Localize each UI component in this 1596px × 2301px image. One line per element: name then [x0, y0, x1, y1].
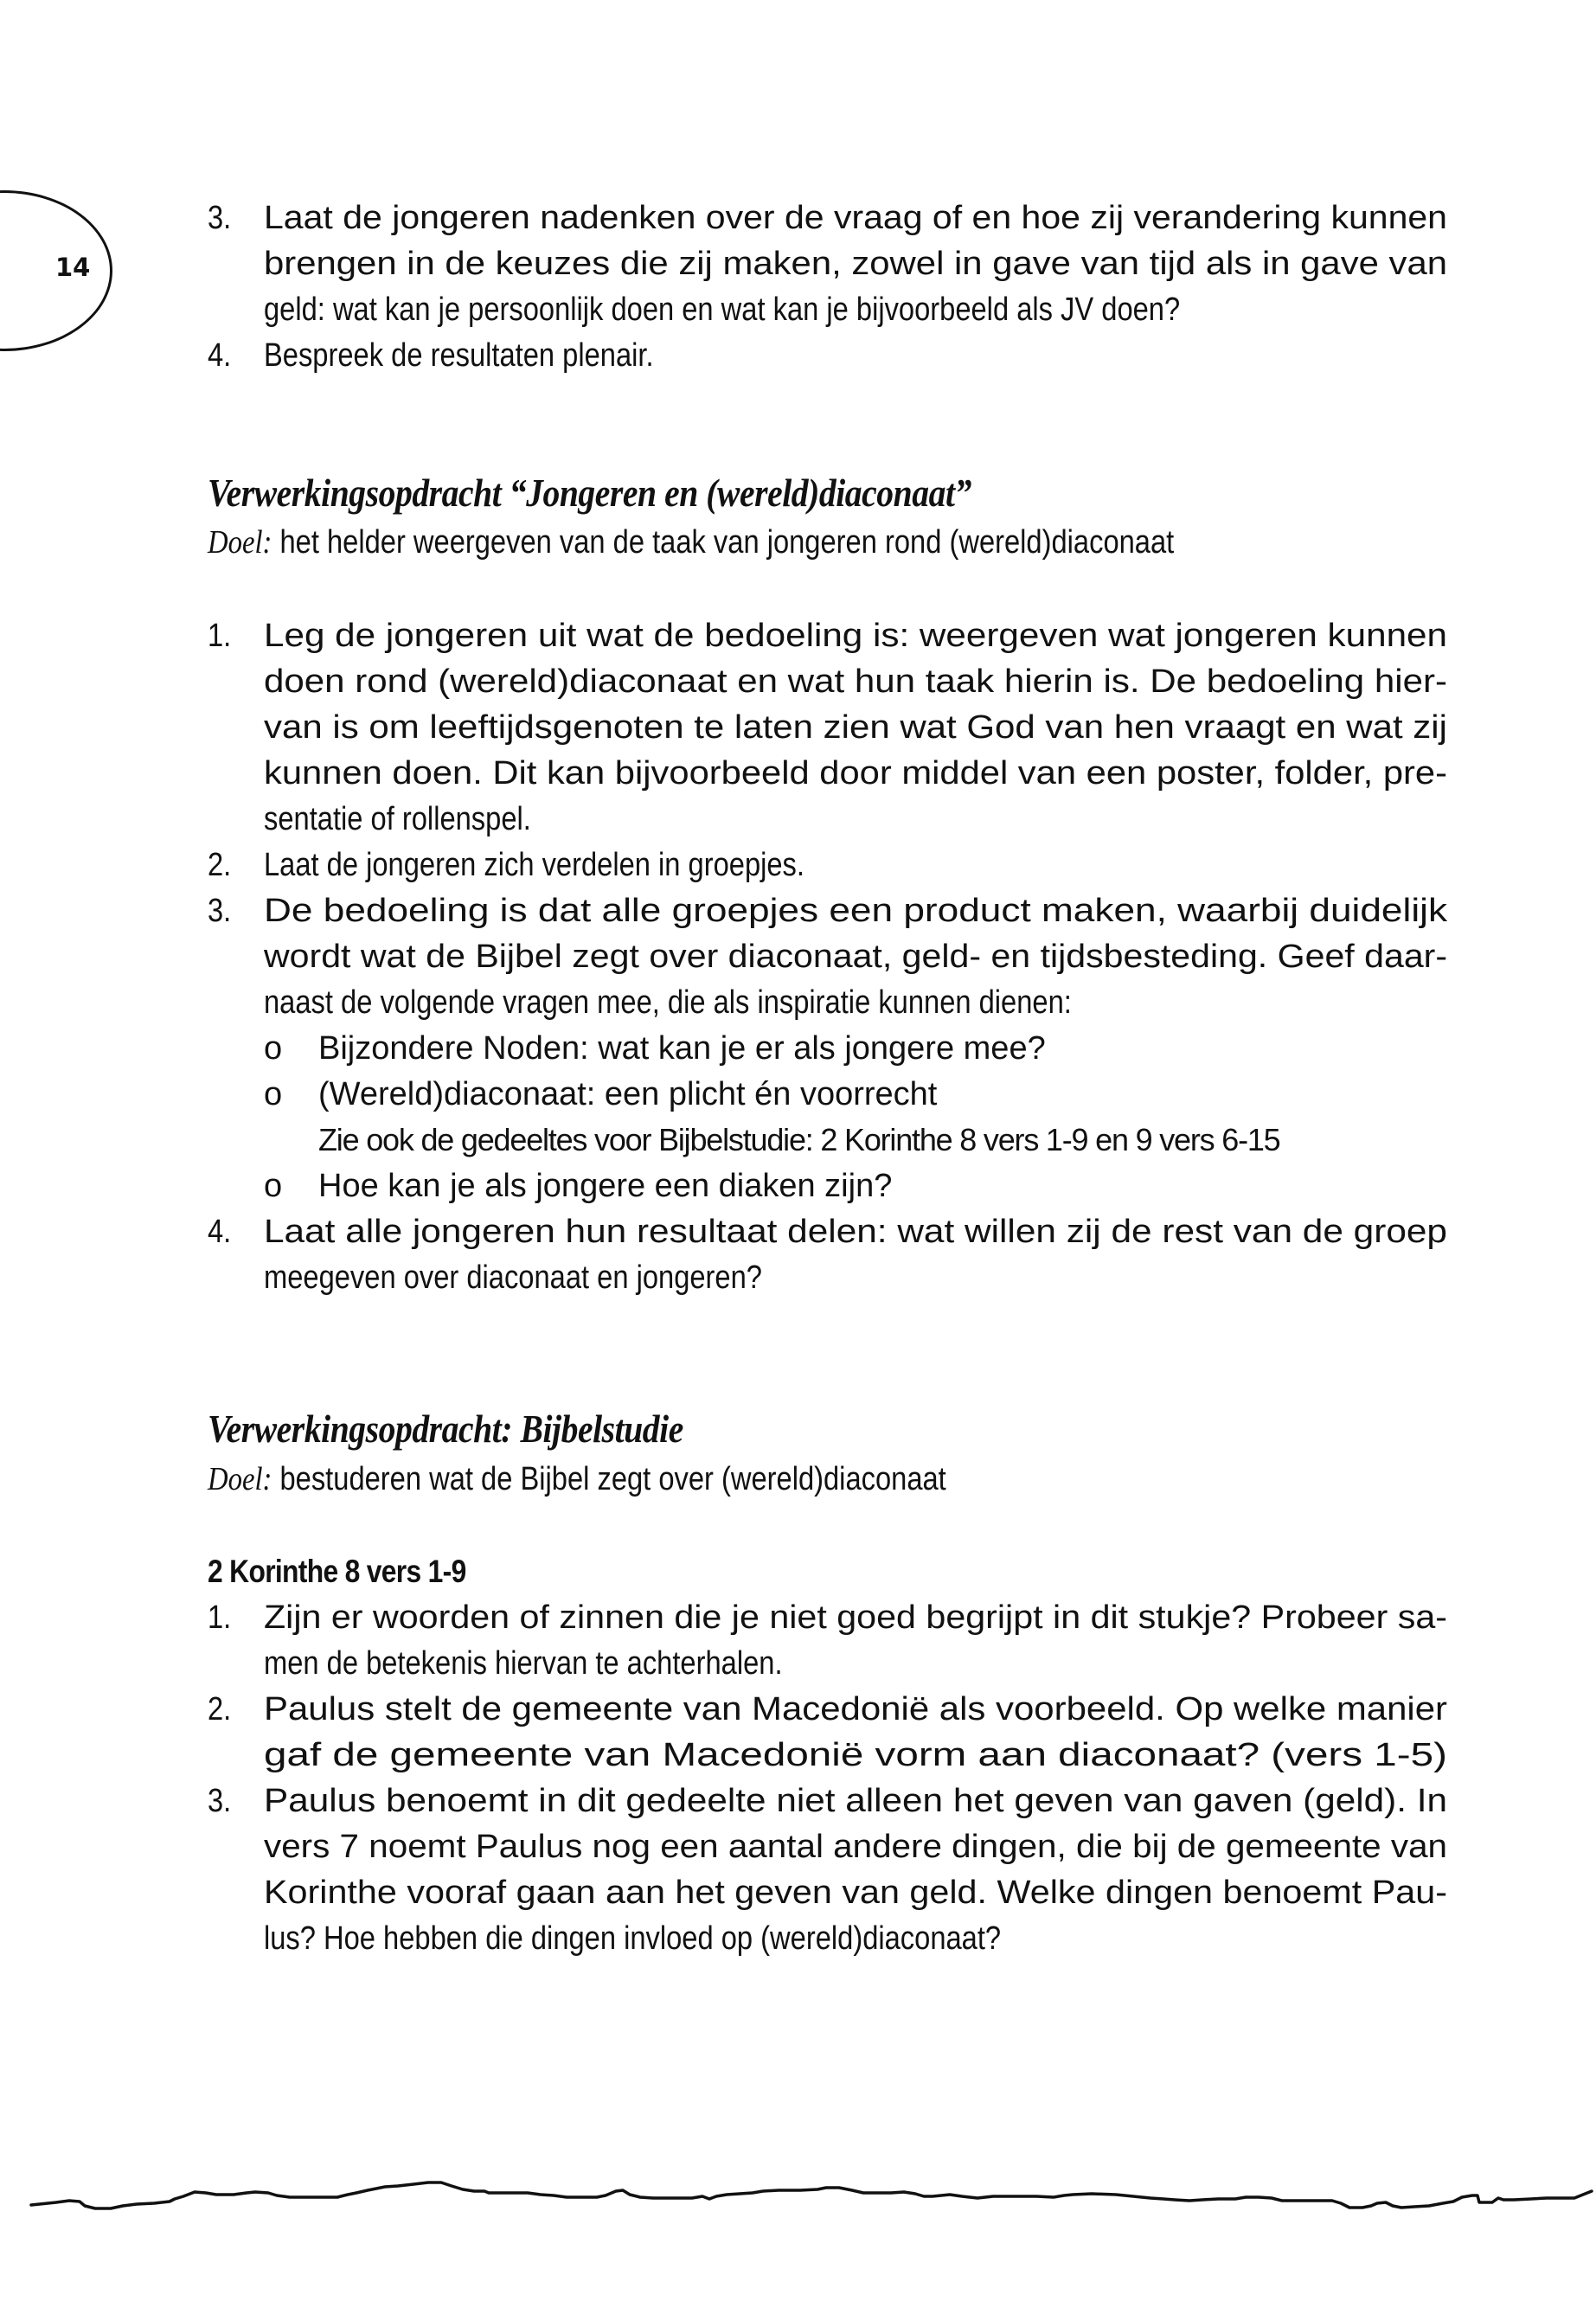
list-item-line: kunnen doen. Dit kan bijvoorbeeld door middel van een poster, folder, pre-	[264, 755, 1448, 792]
list-item-number: 2.	[208, 1691, 232, 1727]
sub-item-text: Bijzondere Noden: wat kan je er als jongere mee?	[318, 1030, 1046, 1067]
list-item-number: 4.	[208, 1214, 232, 1250]
list-item-number: 3.	[208, 893, 232, 929]
list-item-number: 1.	[208, 1599, 232, 1636]
list-item-line: geld: wat kan je persoonlijk doen en wat kan je bijvoorbeeld als JV doen?	[264, 292, 1181, 328]
list-item-number: 2.	[208, 847, 232, 883]
goal-text: bestuderen wat de Bijbel zegt over (wereld)diaconaat	[272, 1461, 946, 1497]
list-item-line: Laat de jongeren zich verdelen in groepjes.	[264, 847, 804, 883]
list-item-line: gaf de gemeente van Macedonië vorm aan diaconaat? (vers 1-5)	[264, 1737, 1447, 1773]
list-item-line: lus? Hoe hebben die dingen invloed op (wereld)diaconaat?	[264, 1920, 1002, 1957]
list-item-line: sentatie of rollenspel.	[264, 801, 531, 837]
list-item-line: naast de volgende vragen mee, die als inspiratie kunnen dienen:	[264, 984, 1072, 1021]
sub-bullet-icon: o	[264, 1030, 283, 1067]
goal-label: Doel:	[208, 1461, 272, 1497]
passage-subheading: 2 Korinthe 8 vers 1-9	[208, 1554, 466, 1589]
section-title: Verwerkingsopdracht: Bijbelstudie	[208, 1407, 683, 1451]
section-goal	[208, 1456, 946, 1503]
sub-item-text: (Wereld)diaconaat: een plicht én voorrecht	[318, 1076, 938, 1112]
list-item-line: van is om leeftijdsgenoten te laten zien wat God van hen vraagt en wat zij	[264, 709, 1447, 746]
list-item-line: Korinthe vooraf gaan aan het geven van geld. Welke dingen benoemt Pau-	[264, 1875, 1448, 1911]
list-item-line: men de betekenis hiervan te achterhalen.	[264, 1645, 783, 1682]
sub-bullet-icon: o	[264, 1076, 283, 1112]
section-goal	[208, 519, 1174, 566]
list-item-line: De bedoeling is dat alle groepjes een product maken, waarbij duidelijk	[264, 893, 1448, 929]
list-item-line: doen rond (wereld)diaconaat en wat hun taak hierin is. De bedoeling hier-	[264, 663, 1447, 700]
list-item-line: meegeven over diaconaat en jongeren?	[264, 1259, 762, 1296]
list-item-line: Zijn er woorden of zinnen die je niet goed begrijpt in dit stukje? Probeer sa-	[264, 1599, 1448, 1636]
list-item-line: Bespreek de resultaten plenair.	[264, 337, 654, 374]
sub-bullet-icon: o	[264, 1168, 283, 1204]
list-item-number: 4.	[208, 337, 232, 374]
list-item-number: 3.	[208, 1783, 232, 1819]
goal-text: het helder weergeven van de taak van jongeren rond (wereld)diaconaat	[272, 524, 1175, 561]
sub-item-note: Zie ook de gedeeltes voor Bijbelstudie: 2 Korinthe 8 vers 1-9 en 9 vers 6-15	[318, 1122, 1280, 1157]
list-item-number: 3.	[208, 200, 232, 236]
list-item-line: Laat de jongeren nadenken over de vraag of en hoe zij verandering kunnen	[264, 200, 1448, 236]
horizon-line-icon	[0, 2163, 1596, 2232]
list-item-line: Paulus benoemt in dit gedeelte niet alleen het geven van gaven (geld). In	[264, 1783, 1447, 1819]
section-title: Verwerkingsopdracht “Jongeren en (wereld)diaconaat”	[208, 471, 971, 515]
list-item-line: wordt wat de Bijbel zegt over diaconaat, geld- en tijdsbesteding. Geef daar-	[264, 939, 1448, 975]
list-item-line: brengen in de keuzes die zij maken, zowel in gave van tijd als in gave van	[264, 246, 1448, 282]
sub-item-text: Hoe kan je als jongere een diaken zijn?	[318, 1168, 893, 1204]
goal-label: Doel:	[208, 524, 272, 561]
list-item-line: Paulus stelt de gemeente van Macedonië als voorbeeld. Op welke manier	[264, 1691, 1448, 1727]
page-number: 14	[55, 253, 91, 282]
list-item-line: vers 7 noemt Paulus nog een aantal andere dingen, die bij de gemeente van	[264, 1829, 1448, 1865]
list-item-line: Leg de jongeren uit wat de bedoeling is: weergeven wat jongeren kunnen	[264, 618, 1448, 654]
list-item-line: Laat alle jongeren hun resultaat delen: wat willen zij de rest van de groep	[264, 1214, 1447, 1250]
list-item-number: 1.	[208, 618, 232, 654]
